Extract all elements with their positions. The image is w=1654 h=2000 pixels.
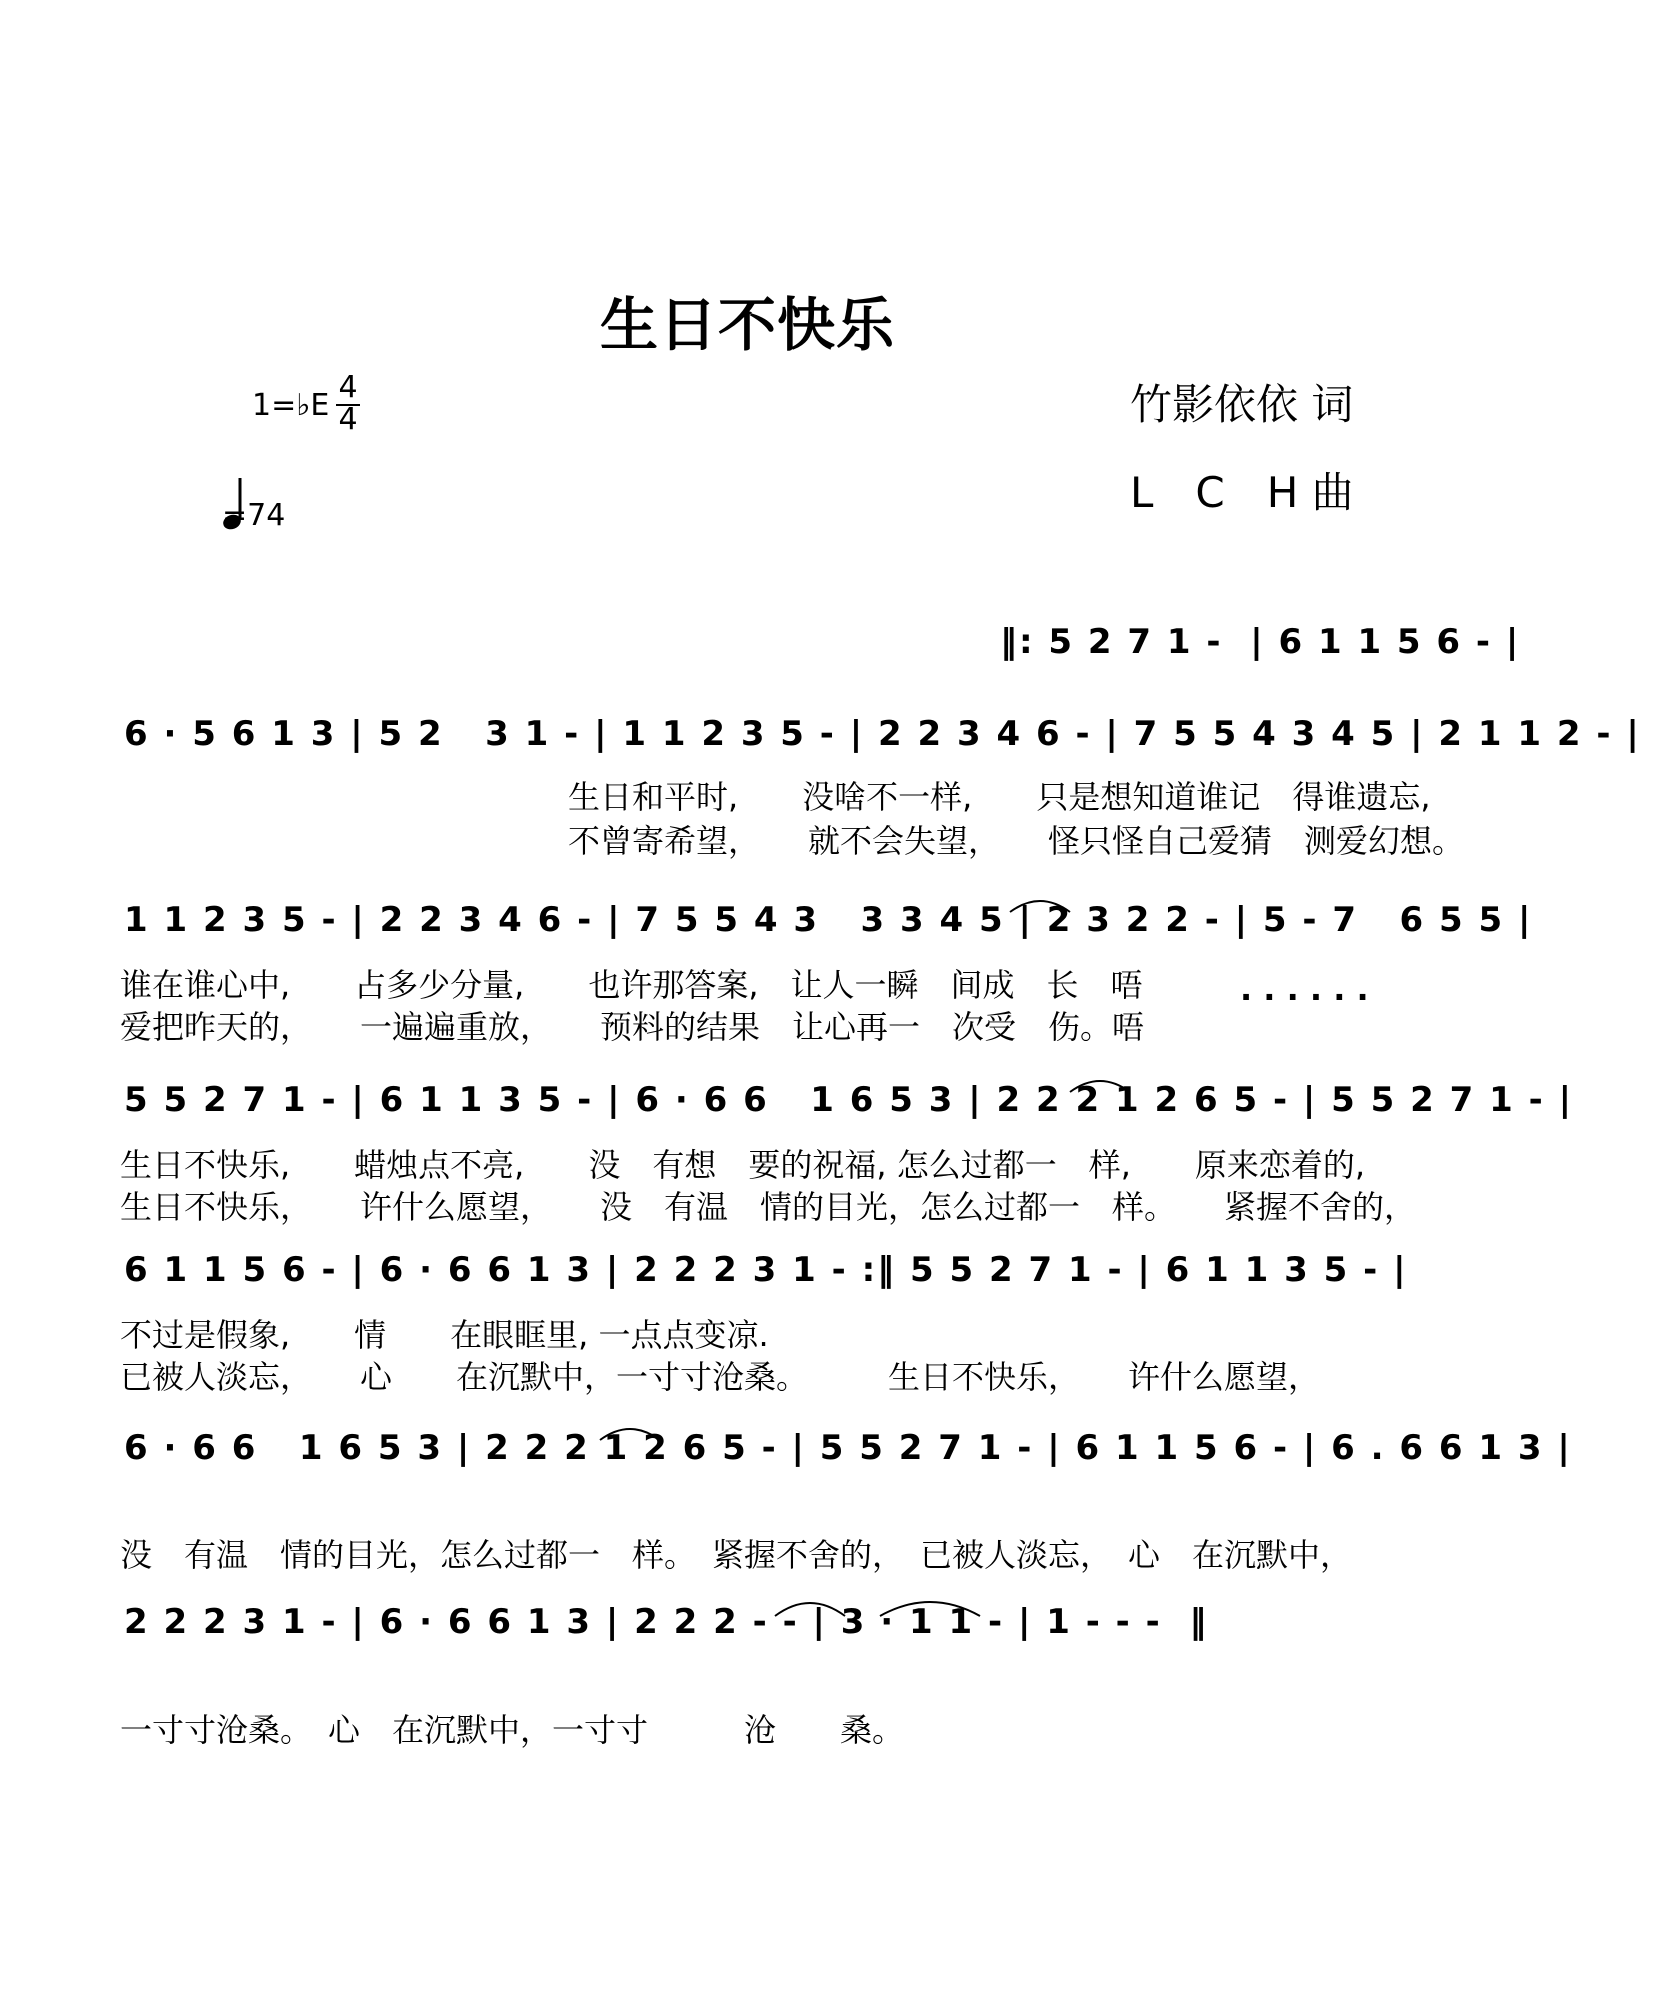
key-signature: 1=♭E (252, 388, 330, 423)
lyrics-line-5a: 不过是假象, 情 在眼眶里, 一点点变凉. (120, 1316, 769, 1354)
lyrics-line-4b: 生日不快乐， 许什么愿望， 没 有温 情的目光，怎么过都一 样。 紧握不舍的， (120, 1188, 1417, 1226)
time-denominator: 4 (338, 402, 358, 437)
lyrics-line-2a: 生日和平时, 没啥不一样, 只是想知道谁记 得谁遗忘, (568, 778, 1431, 816)
lyrics-line-3b: 爱把昨天的， 一遍遍重放， 预料的结果 让心再一 次受 伤。唔 (120, 1008, 1145, 1046)
lyrics-line-7a: 一寸寸沧桑。 心 在沉默中，一寸寸 沧 桑。 (120, 1711, 905, 1749)
tempo-marking: =74 (222, 498, 286, 533)
lyrics-line-6a: 没 有温 情的目光，怎么过都一 样。 紧握不舍的， 已被人淡忘， 心 在沉默中， (120, 1536, 1353, 1574)
lyricist-credit: 竹影依依 词 (1130, 380, 1354, 429)
slur-line6 (600, 1429, 660, 1440)
lyrics-line-5b: 已被人淡忘， 心 在沉默中，一寸寸沧桑。 生日不快乐， 许什么愿望， (120, 1358, 1321, 1396)
notation-line-7: 2 2 2 3 1 - | 6 · 6 6 1 3 | 2 2 2 - - | 3 · 1 1 - | 1 - - - ‖ (124, 1602, 1209, 1642)
slur-line7b (880, 1602, 980, 1616)
notation-line-5: 6 1 1 5 6 - | 6 · 6 6 1 3 | 2 2 2 3 1 - :‖ 5 5 2 7 1 - | 6 1 1 3 5 - | (124, 1250, 1408, 1290)
notation-line-6: 6 · 6 6 1 6 5 3 | 2 2 2 1 2 6 5 - | 5 5 2 7 1 - | 6 1 1 5 6 - | 6 . 6 6 1 3 | (124, 1428, 1572, 1468)
lyrics-ellipsis: · · · · · · (1240, 978, 1369, 1016)
lyrics-line-3a: 谁在谁心中, 占多少分量, 也许那答案, 让人一瞬 间成 长 唔 (120, 966, 1143, 1004)
lyrics-line-4a: 生日不快乐, 蜡烛点不亮, 没 有想 要的祝福, 怎么过都一 样, 原来恋着的, (120, 1146, 1366, 1184)
lyrics-line-2b: 不曾寄希望， 就不会失望， 怪只怪自己爱猜 测爱幻想。 (568, 822, 1465, 860)
song-title: 生日不快乐 (600, 291, 896, 359)
slur-line7a (775, 1603, 845, 1616)
notation-line-1: ‖: 5 2 7 1 - | 6 1 1 5 6 - | (1000, 622, 1521, 662)
notation-line-3: 1 1 2 3 5 - | 2 2 3 4 6 - | 7 5 5 4 3 3 3 4 5 | 2 3 2 2 - | 5 - 7 6 5 5 | (124, 900, 1533, 940)
notation-line-2: 6 · 5 6 1 3 | 5 2 3 1 - | 1 1 2 3 5 - | 2 2 3 4 6 - | 7 5 5 4 3 4 5 | 2 1 1 2 - | (124, 714, 1641, 754)
composer-credit: L C H 曲 (1130, 468, 1354, 517)
notation-line-4: 5 5 2 7 1 - | 6 1 1 3 5 - | 6 · 6 6 1 6 5 3 | 2 2 2 1 2 6 5 - | 5 5 2 7 1 - | (124, 1080, 1573, 1120)
time-numerator: 4 (338, 370, 358, 405)
slur-line3 (1010, 901, 1070, 912)
slur-line4 (1070, 1081, 1130, 1092)
